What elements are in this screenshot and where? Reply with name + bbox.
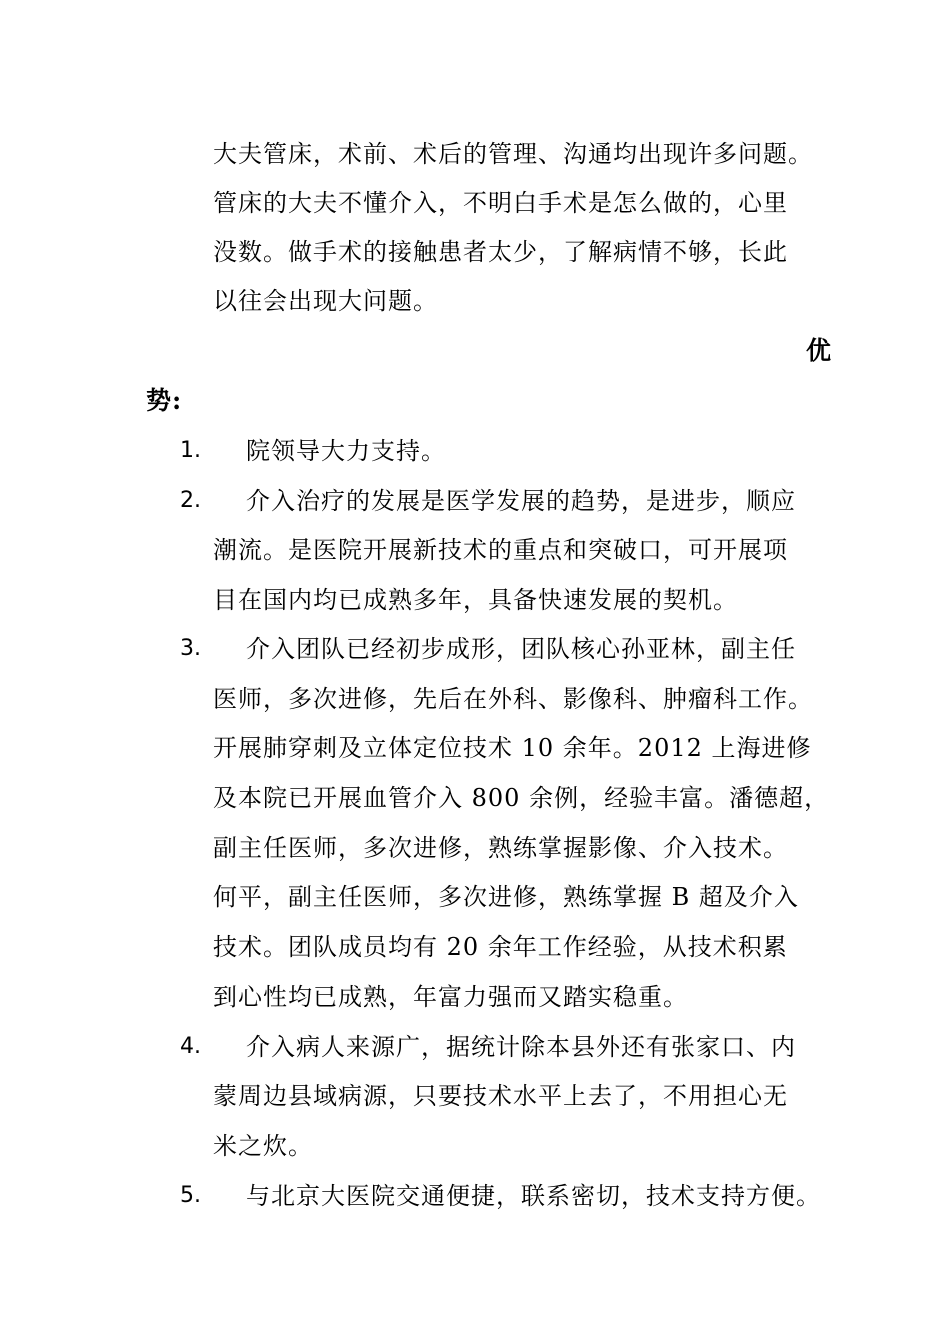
item-1-line-1: 院领导大力支持。 — [246, 437, 446, 465]
heading-part-1: 优 — [806, 336, 833, 365]
item-3-line-2: 医师，多次进修，先后在外科、影像科、肿瘤科工作。 — [213, 685, 813, 713]
heading-part-2: 势: — [146, 386, 183, 415]
item-4-line-3: 米之炊。 — [213, 1132, 313, 1160]
item-3-line-7: 技术。团队成员均有 20 余年工作经验，从技术积累 — [213, 933, 788, 961]
item-2-line-1: 介入治疗的发展是医学发展的趋势，是进步，顺应 — [246, 487, 796, 515]
item-2-number: 2. — [180, 488, 201, 513]
intro-line-3: 没数。做手术的接触患者太少，了解病情不够，长此 — [213, 238, 788, 266]
item-3-line-1: 介入团队已经初步成形，团队核心孙亚林，副主任 — [246, 635, 796, 663]
item-3-line-6: 何平，副主任医师，多次进修，熟练掌握 B 超及介入 — [213, 883, 799, 911]
item-3-number: 3. — [180, 636, 201, 661]
intro-line-4: 以往会出现大问题。 — [213, 287, 438, 315]
item-4-number: 4. — [180, 1034, 201, 1059]
item-5-number: 5. — [180, 1183, 201, 1208]
item-4-line-2: 蒙周边县域病源，只要技术水平上去了，不用担心无 — [213, 1082, 788, 1110]
item-4-line-1: 介入病人来源广，据统计除本县外还有张家口、内 — [246, 1033, 796, 1061]
intro-line-2: 管床的大夫不懂介入，不明白手术是怎么做的，心里 — [213, 189, 788, 217]
item-1-number: 1. — [180, 438, 201, 463]
item-2-line-3: 目在国内均已成熟多年，具备快速发展的契机。 — [213, 586, 738, 614]
intro-line-1: 大夫管床，术前、术后的管理、沟通均出现许多问题。 — [213, 140, 813, 168]
item-3-line-5: 副主任医师，多次进修，熟练掌握影像、介入技术。 — [213, 834, 788, 862]
item-2-line-2: 潮流。是医院开展新技术的重点和突破口，可开展项 — [213, 536, 788, 564]
item-5-line-1: 与北京大医院交通便捷，联系密切，技术支持方便。 — [246, 1182, 821, 1210]
item-3-line-4: 及本院已开展血管介入 800 余例，经验丰富。潘德超， — [213, 784, 830, 812]
item-3-line-8: 到心性均已成熟，年富力强而又踏实稳重。 — [213, 983, 688, 1011]
item-3-line-3: 开展肺穿刺及立体定位技术 10 余年。2012 上海进修 — [213, 734, 812, 762]
